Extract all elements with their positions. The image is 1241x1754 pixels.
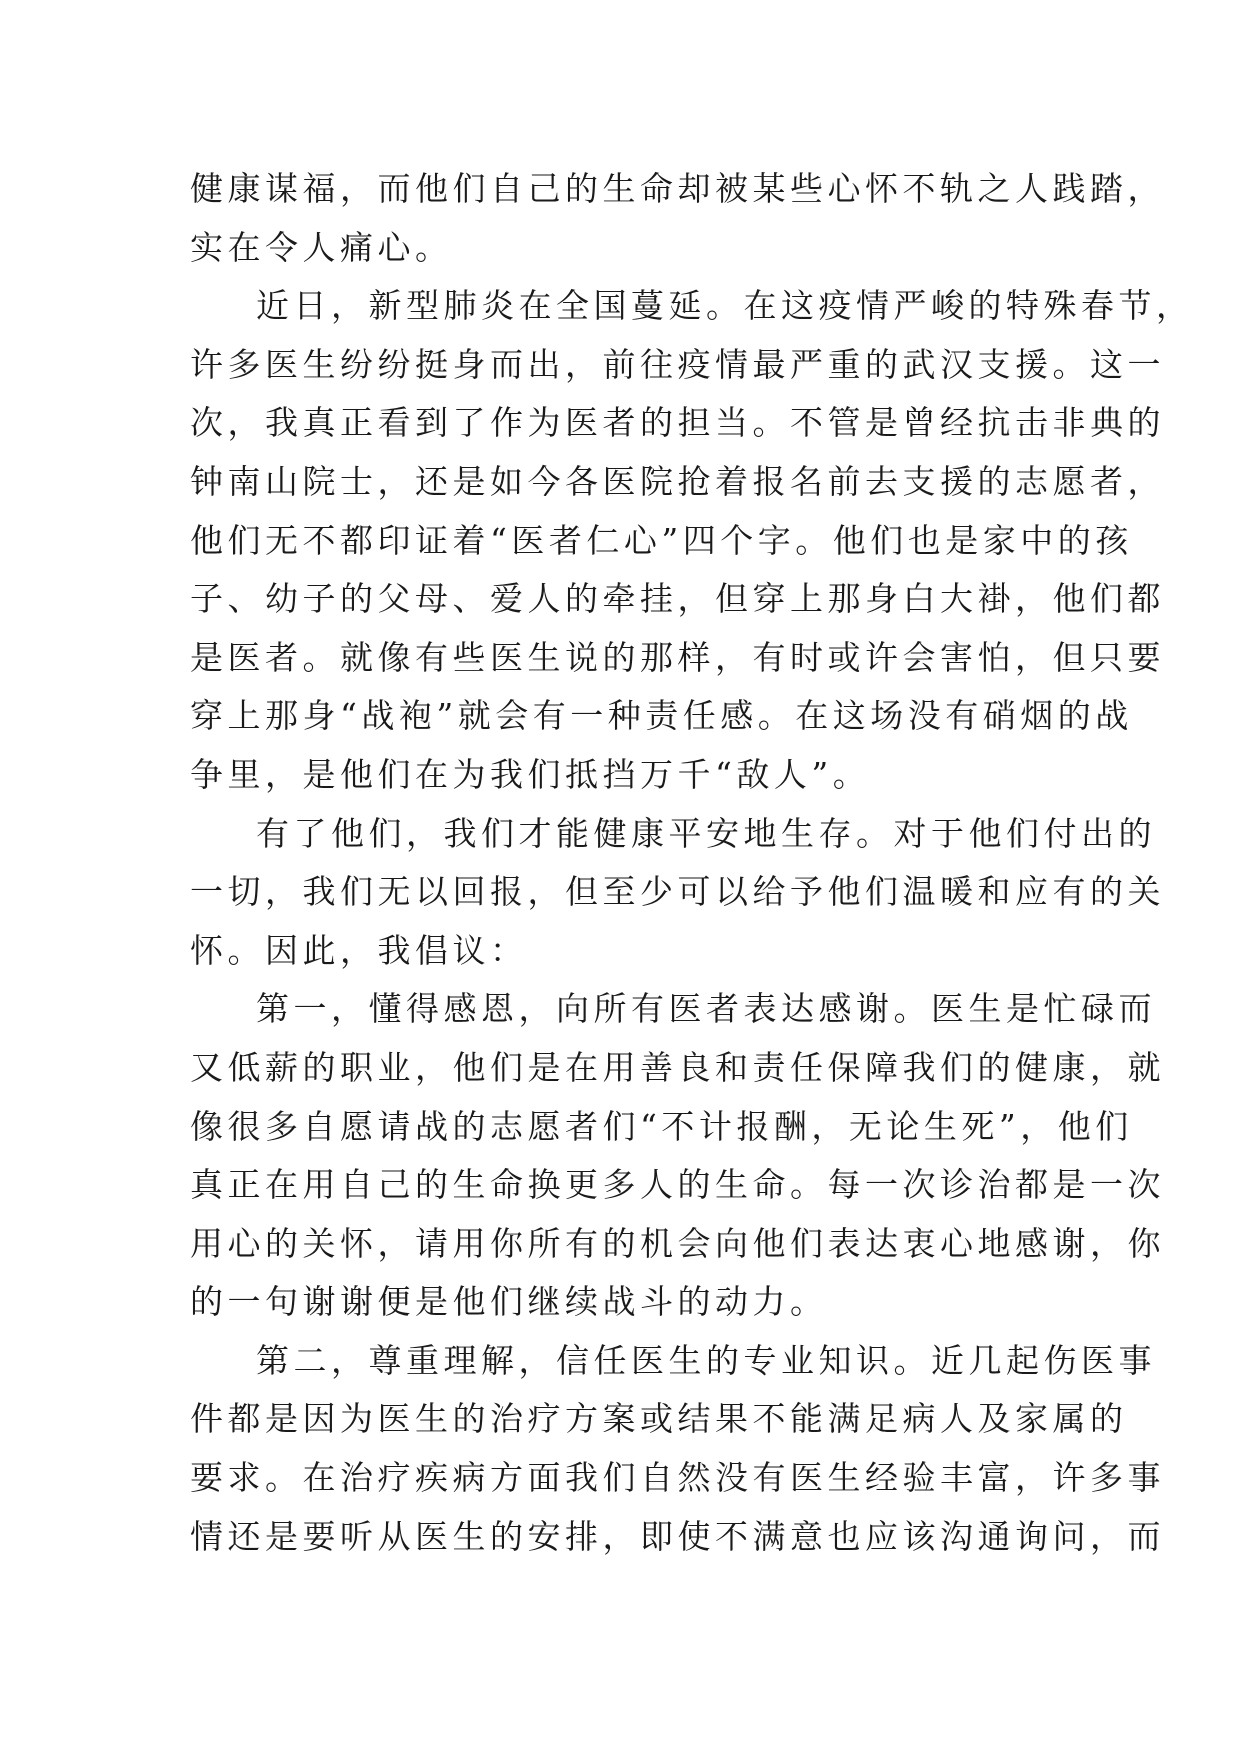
text-line: 一切，我们无以回报，但至少可以给予他们温暖和应有的关 <box>190 872 1165 912</box>
text-line: 近日，新型肺炎在全国蔓延。在这疫情严峻的特殊春节， <box>256 286 1194 326</box>
text-line: 实在令人痛心。 <box>190 227 453 267</box>
text-line: 真正在用自己的生命换更多人的生命。每一次诊治都是一次 <box>190 1165 1165 1205</box>
paragraph <box>190 805 1165 981</box>
text-line: 要求。在治疗疾病方面我们自然没有医生经验丰富，许多事 <box>190 1458 1165 1498</box>
text-line: 穿上那身“战袍”就会有一种责任感。在这场没有硝烟的战 <box>190 696 1133 736</box>
text-line: 第二，尊重理解，信任医生的专业知识。近几起伤医事 <box>256 1340 1156 1380</box>
text-line: 钟南山院士，还是如今各医院抢着报名前去支援的志愿者， <box>190 461 1165 501</box>
text-line: 他们无不都印证着“医者仁心”四个字。他们也是家中的孩 <box>190 520 1133 560</box>
paragraph <box>190 277 1194 804</box>
text-line: 怀。因此，我倡议： <box>190 930 528 970</box>
text-line: 争里，是他们在为我们抵挡万千“敌人”。 <box>190 754 871 794</box>
text-line: 次，我真正看到了作为医者的担当。不管是曾经抗击非典的 <box>190 403 1165 443</box>
text-line: 的一句谢谢便是他们继续战斗的动力。 <box>190 1282 828 1322</box>
text-line: 健康谋福，而他们自己的生命却被某些心怀不轨之人践踏， <box>190 169 1165 208</box>
text-line: 又低薪的职业，他们是在用善良和责任保障我们的健康，就 <box>190 1047 1165 1087</box>
paragraph <box>190 1332 1165 1566</box>
paragraph <box>190 160 1165 277</box>
document-body <box>190 160 1194 1566</box>
text-line: 像很多自愿请战的志愿者们“不计报酬，无论生死”，他们 <box>190 1106 1133 1146</box>
text-line: 有了他们，我们才能健康平安地生存。对于他们付出的 <box>256 813 1156 853</box>
paragraph <box>190 980 1165 1332</box>
text-line: 用心的关怀，请用你所有的机会向他们表达衷心地感谢，你 <box>190 1223 1165 1263</box>
text-line: 是医者。就像有些医生说的那样，有时或许会害怕，但只要 <box>190 637 1165 677</box>
text-line: 子、幼子的父母、爱人的牵挂，但穿上那身白大褂，他们都 <box>190 579 1165 619</box>
text-line: 许多医生纷纷挺身而出，前往疫情最严重的武汉支援。这一 <box>190 344 1165 384</box>
text-line: 第一，懂得感恩，向所有医者表达感谢。医生是忙碌而 <box>256 989 1156 1029</box>
text-line: 情还是要听从医生的安排，即使不满意也应该沟通询问，而 <box>190 1516 1165 1556</box>
text-line: 件都是因为医生的治疗方案或结果不能满足病人及家属的 <box>190 1399 1128 1439</box>
